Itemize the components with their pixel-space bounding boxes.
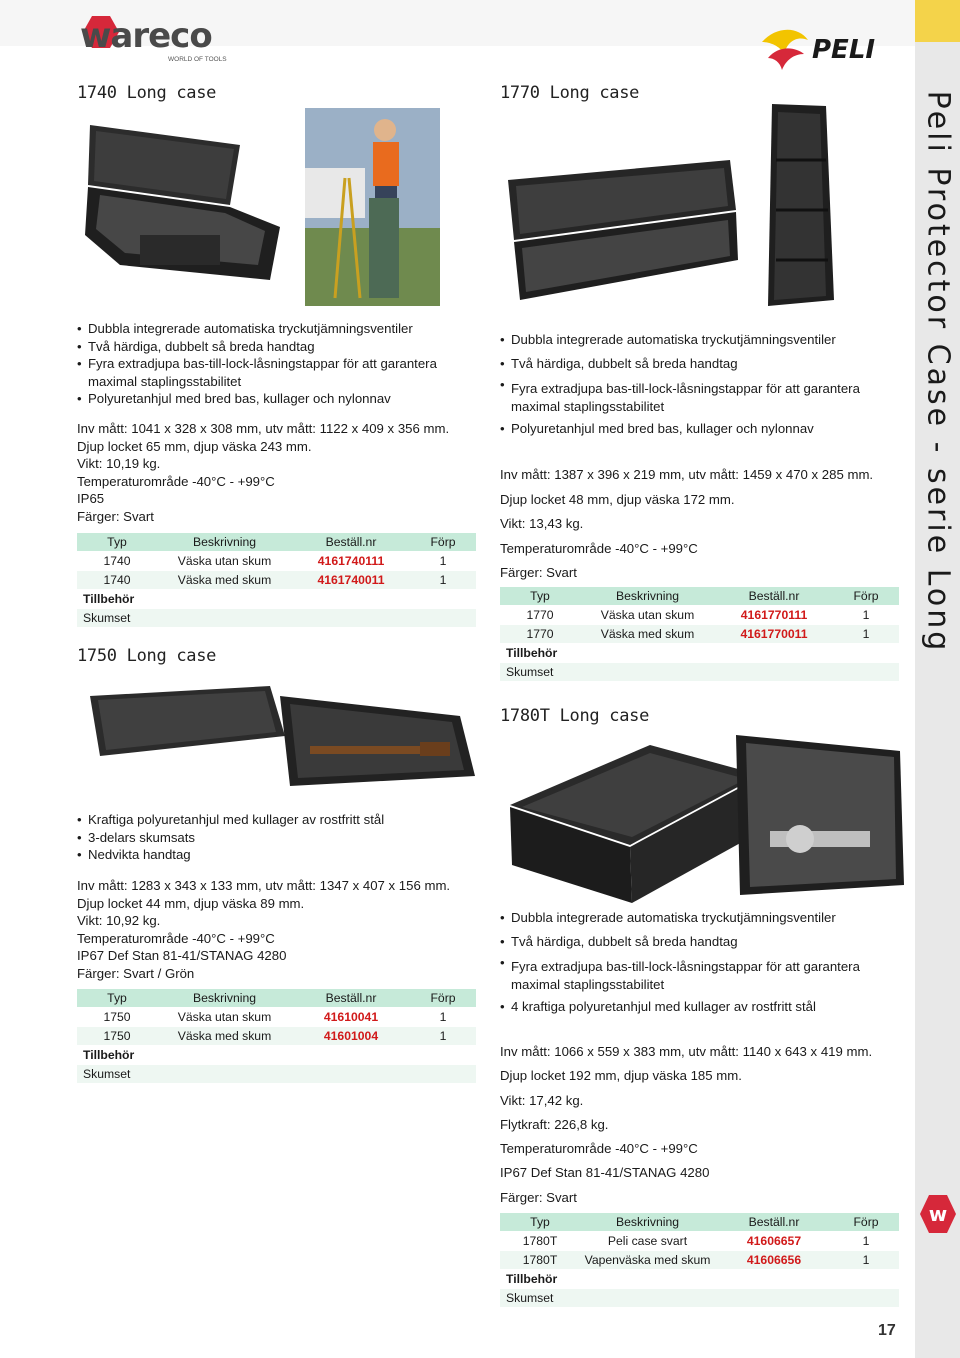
accessory-item: Skumset [500, 1289, 899, 1308]
accessory-item: Skumset [500, 663, 899, 682]
col-beskrivning: Beskrivning [157, 989, 292, 1008]
cell-forp: 1 [833, 625, 899, 644]
cell-forp: 1 [833, 1232, 899, 1251]
svg-text:wareco: wareco [80, 16, 212, 56]
cell-forp: 1 [833, 1251, 899, 1270]
svg-text:PELI: PELI [812, 35, 876, 65]
cell-typ: 1770 [500, 625, 580, 644]
spec-line: Djup locket 48 mm, djup väska 172 mm. [500, 491, 735, 507]
accessory-item: Skumset [77, 1065, 476, 1084]
side-title: Peli Protector Case - serie Long [920, 90, 956, 654]
wareco-tagline: WORLD OF TOOLS [168, 56, 227, 63]
bullet: • 3-delars skumsats [77, 829, 477, 847]
cell-beskrivning: Vapenväska med skum [580, 1251, 715, 1270]
spec-line: Färger: Svart [500, 565, 577, 580]
cell-typ: 1750 [77, 1008, 157, 1027]
case-1780t-image [500, 735, 908, 905]
col-beskrivning: Beskrivning [580, 1213, 715, 1232]
cell-bestallnr: 41606656 [715, 1251, 833, 1270]
cell-forp: 1 [410, 1008, 476, 1027]
col-bestallnr: Beställ.nr [292, 989, 410, 1008]
bullet: • Fyra extradjupa bas-till-lock-låsningstappar för att garantera maximal staplingsstabilitet [77, 355, 477, 390]
product-table-1740 [77, 533, 476, 627]
product-title-1780t: 1780T Long case [500, 706, 650, 726]
cell-forp: 1 [410, 1027, 476, 1046]
cell-forp: 1 [410, 552, 476, 571]
spec-line: Vikt: 10,19 kg. [77, 456, 161, 471]
page-number: 17 [878, 1322, 896, 1339]
peli-logo [758, 24, 888, 72]
cell-beskrivning: Peli case svart [580, 1232, 715, 1251]
spec-line: Inv mått: 1041 x 328 x 308 mm, utv mått: 1122 x 409 x 356 mm. [77, 421, 450, 436]
cell-beskrivning: Väska utan skum [157, 552, 292, 571]
cell-forp: 1 [833, 606, 899, 625]
specs-1780t [500, 1040, 872, 1210]
case-1770-image [500, 150, 740, 305]
product-table-1750 [77, 989, 476, 1083]
spec-line: Färger: Svart [500, 1189, 577, 1205]
cell-bestallnr: 4161740011 [292, 571, 410, 590]
bullet: • Dubbla integrerade automatiska tryckutjämningsventiler [500, 906, 905, 930]
accessory-heading: Tillbehör [500, 1270, 899, 1289]
cell-bestallnr: 41606657 [715, 1232, 833, 1251]
spec-line: IP67 Def Stan 81-41/STANAG 4280 [500, 1165, 710, 1181]
specs-1770 [500, 463, 873, 586]
bullet: • Två härdiga, dubbelt så breda handtag [77, 338, 477, 356]
cell-typ: 1740 [77, 571, 157, 590]
product-title-1750: 1750 Long case [77, 646, 217, 666]
col-forp: Förp [833, 1213, 899, 1232]
spec-line: Färger: Svart [77, 508, 154, 524]
bullets-1740 [77, 320, 477, 408]
cell-typ: 1770 [500, 606, 580, 625]
col-typ: Typ [500, 587, 580, 606]
svg-text:w: w [928, 1202, 948, 1226]
col-beskrivning: Beskrivning [157, 533, 292, 552]
spec-line: Färger: Svart / Grön [77, 965, 195, 981]
cell-beskrivning: Väska med skum [580, 625, 715, 644]
cell-typ: 1780T [500, 1232, 580, 1251]
bullet: • Två härdiga, dubbelt så breda handtag [500, 930, 905, 954]
bullets-1780t [500, 906, 905, 1019]
spec-line: IP67 Def Stan 81-41/STANAG 4280 [77, 948, 287, 963]
cell-bestallnr: 4161740111 [292, 552, 410, 571]
bullet: • Fyra extradjupa bas-till-lock-låsningstappar för att garantera maximal staplingsstabilitet [500, 376, 905, 417]
bullets-1750 [77, 811, 477, 864]
spec-line: Inv mått: 1387 x 396 x 219 mm, utv mått: 1459 x 470 x 285 mm. [500, 467, 874, 482]
cell-bestallnr: 4161770011 [715, 625, 833, 644]
bullet: • Polyuretanhjul med bred bas, kullager och nylonnav [77, 390, 477, 408]
bullet: • Kraftiga polyuretanhjul med kullager av rostfritt stål [77, 811, 477, 829]
spec-line: Inv mått: 1066 x 559 x 383 mm, utv mått: 1140 x 643 x 419 mm. [500, 1044, 873, 1059]
specs-1740 [77, 420, 449, 525]
spec-line: Temperaturområde -40°C - +99°C [77, 473, 275, 489]
cell-bestallnr: 4161770111 [715, 606, 833, 625]
cell-typ: 1780T [500, 1251, 580, 1270]
accessory-item: Skumset [77, 609, 476, 628]
spec-line: Vikt: 10,92 kg. [77, 913, 161, 928]
bullet: • Nedvikta handtag [77, 846, 477, 864]
spec-line: Vikt: 13,43 kg. [500, 516, 584, 531]
cell-beskrivning: Väska med skum [157, 571, 292, 590]
cell-beskrivning: Väska utan skum [580, 606, 715, 625]
cell-beskrivning: Väska utan skum [157, 1008, 292, 1027]
bullet: • Fyra extradjupa bas-till-lock-låsningstappar för att garantera maximal staplingsstabilitet [500, 954, 905, 995]
cell-beskrivning: Väska med skum [157, 1027, 292, 1046]
sidebar-accent [915, 0, 960, 42]
col-bestallnr: Beställ.nr [715, 587, 833, 606]
col-forp: Förp [410, 533, 476, 552]
cell-forp: 1 [410, 571, 476, 590]
spec-line: Djup locket 192 mm, djup väska 185 mm. [500, 1068, 742, 1084]
spec-line: Inv mått: 1283 x 343 x 133 mm, utv mått: 1347 x 407 x 156 mm. [77, 878, 451, 893]
cell-bestallnr: 41601004 [292, 1027, 410, 1046]
cell-typ: 1750 [77, 1027, 157, 1046]
spec-line: Flytkraft: 226,8 kg. [500, 1116, 609, 1132]
product-title-1740: 1740 Long case [77, 83, 217, 103]
cell-bestallnr: 41610041 [292, 1008, 410, 1027]
product-table-1770 [500, 587, 899, 681]
col-bestallnr: Beställ.nr [715, 1213, 833, 1232]
col-forp: Förp [410, 989, 476, 1008]
bullet: • Polyuretanhjul med bred bas, kullager och nylonnav [500, 417, 905, 441]
spec-line: Djup locket 65 mm, djup väska 243 mm. [77, 438, 312, 454]
spec-line: IP65 [77, 491, 105, 506]
bullet: • 4 kraftiga polyuretanhjul med kullager av rostfritt stål [500, 995, 905, 1019]
spec-line: Temperaturområde -40°C - +99°C [500, 540, 698, 556]
specs-1750 [77, 877, 450, 982]
wareco-badge-icon [919, 1193, 957, 1235]
cell-typ: 1740 [77, 552, 157, 571]
accessory-heading: Tillbehör [500, 644, 899, 663]
col-typ: Typ [77, 989, 157, 1008]
bullet: • Dubbla integrerade automatiska tryckutjämningsventiler [77, 320, 477, 338]
case-1740-image [80, 115, 285, 285]
spec-line: Temperaturområde -40°C - +99°C [77, 930, 275, 946]
case-1750-image [80, 676, 480, 796]
accessory-heading: Tillbehör [77, 590, 476, 609]
col-typ: Typ [77, 533, 157, 552]
col-beskrivning: Beskrivning [580, 587, 715, 606]
col-bestallnr: Beställ.nr [292, 533, 410, 552]
spec-line: Temperaturområde -40°C - +99°C [500, 1141, 698, 1157]
bullet: • Två härdiga, dubbelt så breda handtag [500, 352, 905, 376]
worker-with-case-image [305, 108, 440, 306]
accessory-heading: Tillbehör [77, 1046, 476, 1065]
wareco-logo [72, 14, 248, 68]
spec-line: Djup locket 44 mm, djup väska 89 mm. [77, 895, 305, 911]
case-1770-standing-image [762, 100, 840, 312]
col-typ: Typ [500, 1213, 580, 1232]
spec-line: Vikt: 17,42 kg. [500, 1092, 584, 1108]
bullet: • Dubbla integrerade automatiska tryckutjämningsventiler [500, 328, 905, 352]
product-title-1770: 1770 Long case [500, 83, 640, 103]
col-forp: Förp [833, 587, 899, 606]
bullets-1770 [500, 328, 905, 441]
product-table-1780t [500, 1213, 899, 1307]
